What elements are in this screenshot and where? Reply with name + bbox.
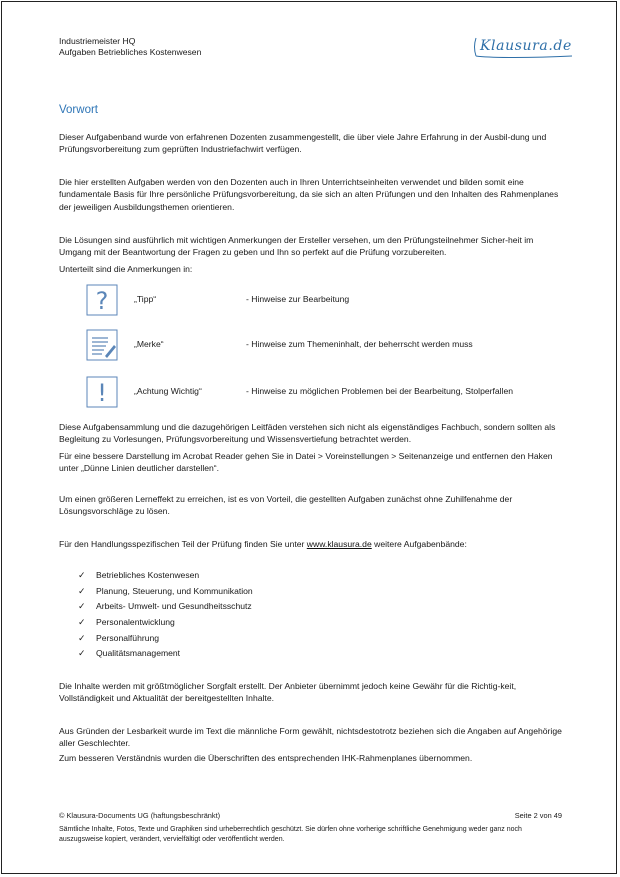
checklist-item-label: Betriebliches Kostenwesen [96, 570, 200, 580]
note-label-merke: „Merke“ [134, 339, 164, 349]
note-row-merke [86, 329, 566, 363]
paragraph-headings: Zum besseren Verständnis wurden die Überschriften des entsprechenden IHK-Rahmenplanes übernommen. [59, 753, 473, 763]
paragraph-disclaimer: Die Inhalte werden mit größtmöglicher Sorgfalt erstellt. Der Anbieter übernimmt jedoch keine Gewähr für die Richtig-keit, Vollständigkeit und Aktualität der bereitgestellten Inhalte. [59, 681, 517, 704]
header-line-1: Industriemeister HQ [59, 36, 136, 46]
checklist-item-label: Personalentwicklung [96, 617, 175, 628]
paragraph-gender: Aus Gründen der Lesbarkeit wurde im Text die männliche Form gewählt, nichtsdestotrotz beziehen sich die Angaben auf Angehörige aller Geschlechter. [59, 726, 562, 749]
website-text-after: weitere Aufgabenbände: [371, 539, 467, 549]
checklist-item [78, 631, 253, 647]
document-header [59, 36, 201, 58]
note-row-achtung [86, 376, 566, 410]
checklist-item [78, 568, 253, 584]
paragraph-intro: Dieser Aufgabenband wurde von erfahrenen Dozenten zusammengestellt, die über viele Jahre Erfahrung in der Ausbil-dung und Prüfungsvorbereitung zum geprüften Industriefachwirt verfügen. [59, 132, 547, 155]
svg-text:?: ? [95, 287, 109, 315]
checkmark-icon: ✓ [78, 570, 86, 580]
exclamation-icon [86, 376, 118, 408]
klausura-link[interactable]: www.klausura.de [306, 539, 372, 549]
question-mark-icon [86, 284, 118, 316]
checklist-item [78, 584, 253, 600]
svg-text:!: ! [97, 379, 107, 407]
note-row-tipp [86, 284, 566, 318]
note-desc-achtung: - Hinweise zu möglichen Problemen bei der Bearbeitung, Stolperfallen [246, 386, 514, 396]
klausura-logo [472, 34, 576, 60]
notepad-icon [86, 329, 118, 361]
header-line-2: Aufgaben Betriebliches Kostenwesen [59, 47, 202, 57]
checklist-item [78, 615, 253, 631]
note-label-achtung: „Achtung Wichtig“ [134, 386, 202, 396]
checkmark-icon: ✓ [78, 585, 86, 596]
footer-page-number: Seite 2 von 49 [514, 811, 562, 820]
note-desc-merke: - Hinweise zum Themeninhalt, der beherrscht werden muss [246, 339, 473, 349]
page-title: Vorwort [59, 104, 98, 116]
logo-text: Klausura.de [480, 38, 572, 54]
paragraph-learning: Um einen größeren Lerneffekt zu erreichen, ist es von Vorteil, die gestellten Aufgaben zunächst ohne Zuhilfenahme der Lösungsvorschläge zu lösen. [59, 494, 513, 517]
checkmark-icon: ✓ [78, 617, 86, 628]
checklist-item-label: Qualitätsmanagement [96, 648, 181, 659]
paragraph-website [59, 538, 565, 550]
checkmark-icon: ✓ [78, 632, 86, 643]
volumes-checklist [78, 568, 253, 662]
footer-copyright: © Klausura-Documents UG (haftungsbeschränkt) [59, 811, 221, 820]
checkmark-icon: ✓ [78, 648, 86, 659]
paragraph-notes-intro: Unterteilt sind die Anmerkungen in: [59, 264, 193, 274]
website-text-before: Für den Handlungsspezifischen Teil der Prüfung finden Sie unter [59, 539, 307, 549]
note-desc-tipp: - Hinweise zur Bearbeitung [246, 294, 350, 304]
paragraph-collection: Diese Aufgabensammlung und die dazugehörigen Leitfäden verstehen sich nicht als eigenständiges Fachbuch, sondern sollten als Begleitung zu Vorlesungen, Prüfungsvorbereitung und Wissensvertiefung betrachtet werden. [59, 422, 556, 445]
checkmark-icon: ✓ [78, 601, 86, 612]
paragraph-solutions: Die Lösungen sind ausführlich mit wichtigen Anmerkungen der Ersteller versehen, um den Prüfungsteilnehmer Sicher-heit im Umgang mit der Beantwortung der Fragen zu geben und Ihn so perfekt auf die Prüfung vorzubereiten. [59, 235, 534, 258]
checklist-item [78, 599, 253, 615]
paragraph-basis: Die hier erstellten Aufgaben werden von den Dozenten auch in Ihren Unterrichtseinheiten verwendet und bilden somit eine fundamentale Basis für Ihre persönliche Prüfungsvorbereitung, da sie sich an alten Prüfungen und den Inhalten des Rahmenplanes der jeweiligen Ausbildungsthemen orientieren. [59, 177, 559, 212]
footer-legal-note: Sämtliche Inhalte, Fotos, Texte und Graphiken sind urheberrechtlich geschützt. Sie dürfen ohne vorherige schriftliche Genehmigung weder ganz noch auszugsweise kopiert, verändert, vervielfältigt oder veröffentlicht werden. [59, 826, 522, 843]
checklist-item-label: Arbeits- Umwelt- und Gesundheitsschutz [96, 601, 252, 612]
checklist-item-label: Personalführung [96, 632, 160, 643]
checklist-item-label: Planung, Steuerung, und Kommunikation [96, 585, 253, 596]
checklist-item [78, 646, 253, 662]
note-label-tipp: „Tipp“ [134, 294, 157, 304]
paragraph-acrobat: Für eine bessere Darstellung im Acrobat Reader gehen Sie in Datei > Voreinstellungen > Seitenanzeige und entfernen den Haken unter „Dünne Linien deutlicher darstellen“. [59, 451, 553, 474]
